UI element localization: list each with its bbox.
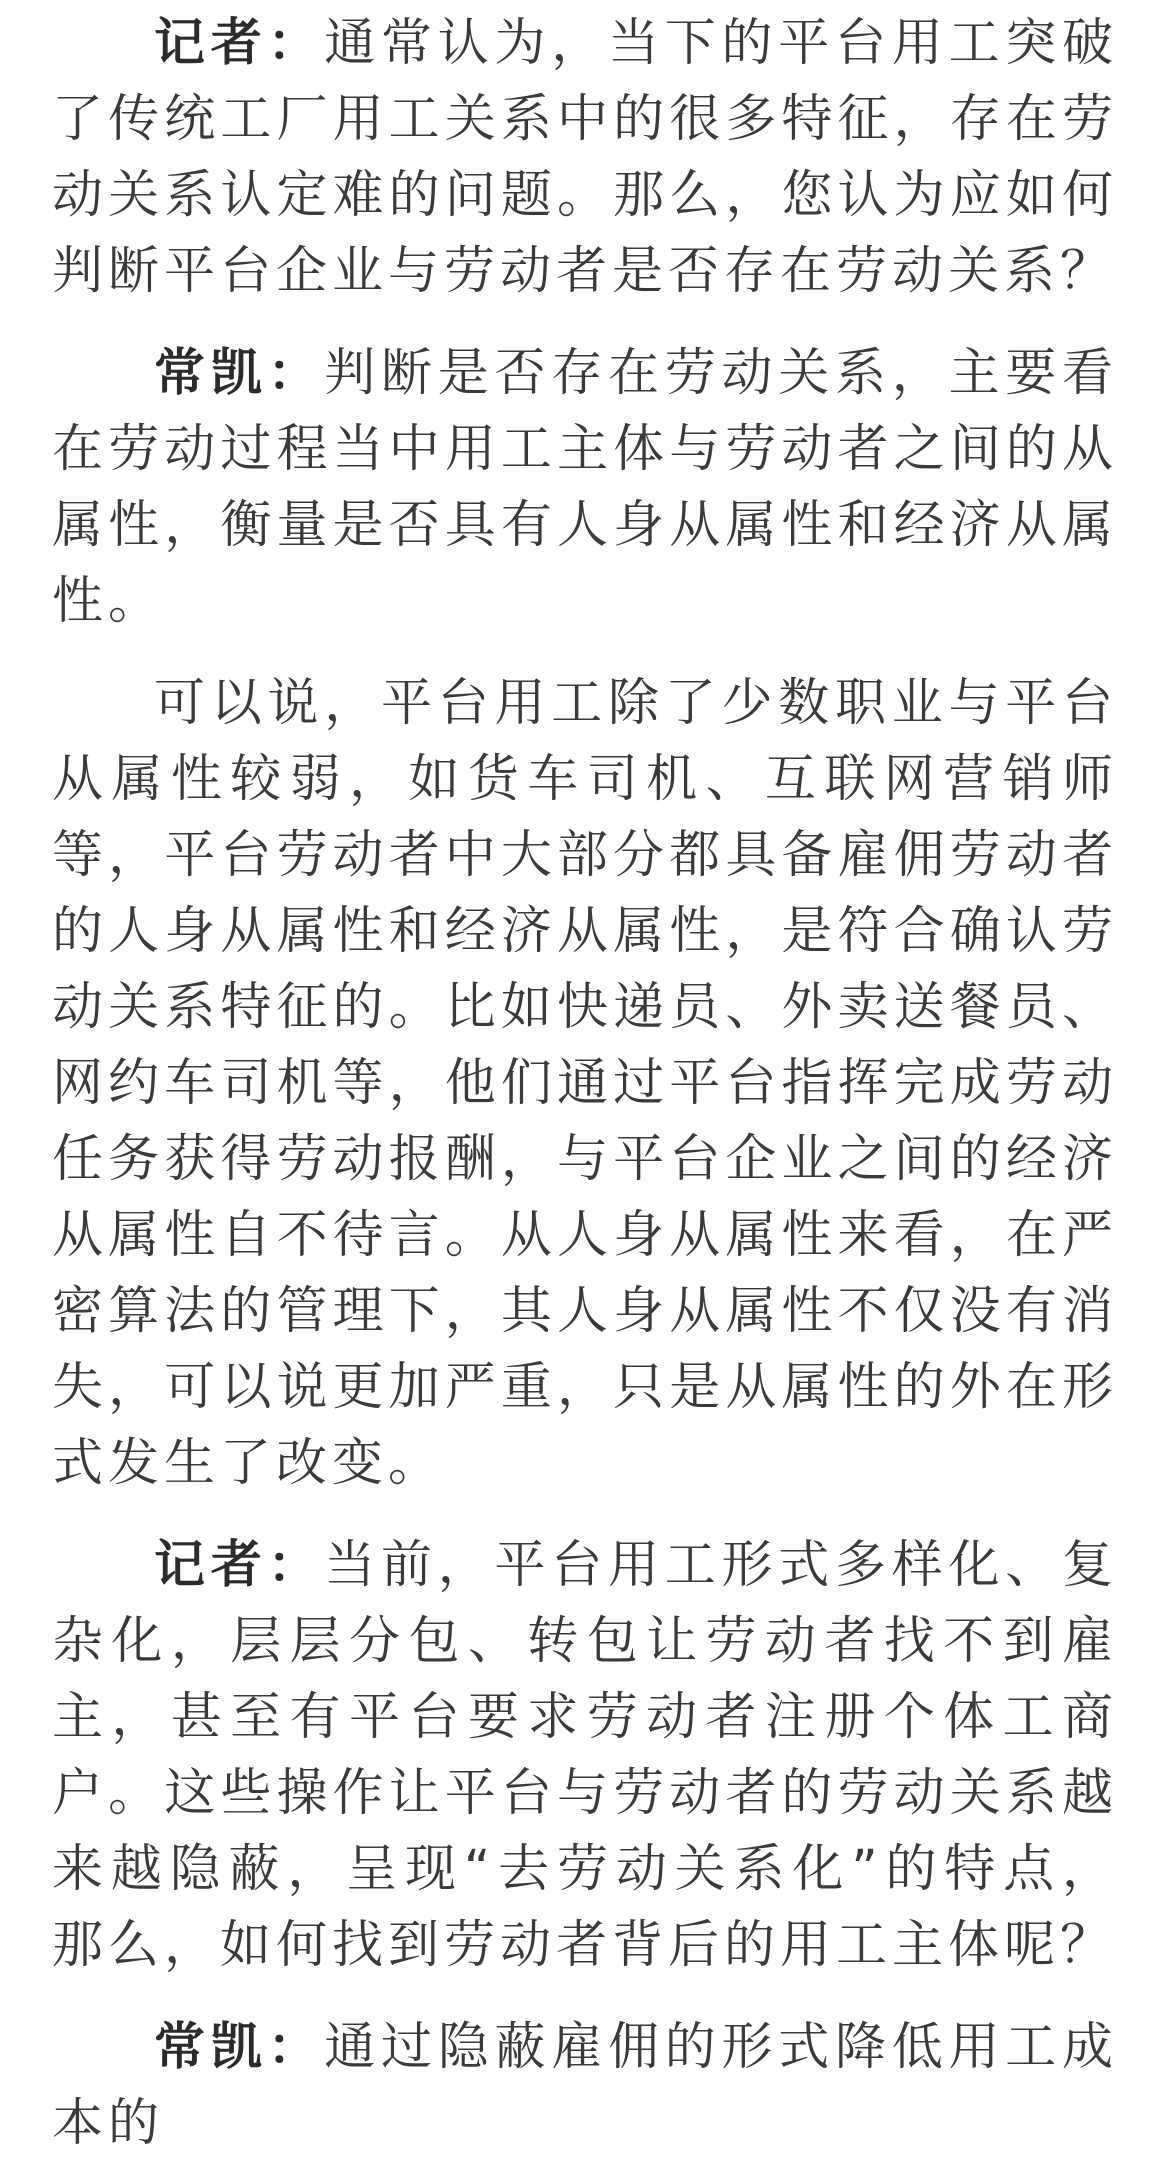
paragraph-answer-continued bbox=[52, 666, 1118, 1502]
paragraph-text: 当前，平台用工形式多样化、复杂化，层层分包、转包让劳动者找不到雇主，甚至有平台要求劳动者注册个体工商户。这些操作让平台与劳动者的劳动关系越来越隐蔽，呈现“去劳动关系化”的特点，那么，如何找到劳动者背后的用工主体呢？ bbox=[52, 1536, 1118, 1975]
speaker-label: 记者： bbox=[154, 14, 325, 73]
paragraph-reporter-question-2 bbox=[52, 1528, 1118, 1984]
paragraph-changkai-answer-2 bbox=[52, 2010, 1118, 2162]
paragraph-text: 通常认为，当下的平台用工突破了传统工厂用工关系中的很多特征，存在劳动关系认定难的问题。那么，您认为应如何判断平台企业与劳动者是否存在劳动关系？ bbox=[52, 14, 1118, 301]
paragraph-text: 判断是否存在劳动关系，主要看在劳动过程当中用工主体与劳动者之间的从属性，衡量是否具有人身从属性和经济从属性。 bbox=[52, 344, 1118, 631]
paragraph-text: 通过隐蔽雇佣的形式降低用工成本的 bbox=[52, 2018, 1118, 2153]
paragraph-text: 可以说，平台用工除了少数职业与平台从属性较弱，如货车司机、互联网营销师等，平台劳动者中大部分都具备雇佣劳动者的人身从属性和经济从属性，是符合确认劳动关系特征的。比如快递员、外卖送餐员、网约车司机等，他们通过平台指挥完成劳动任务获得劳动报酬，与平台企业之间的经济从属性自不待言。从人身从属性来看，在严密算法的管理下，其人身从属性不仅没有消失，可以说更加严重，只是从属性的外在形式发生了改变。 bbox=[52, 674, 1118, 1493]
speaker-label: 常凯： bbox=[154, 2018, 325, 2077]
speaker-label: 常凯： bbox=[154, 344, 325, 403]
paragraph-changkai-answer-1 bbox=[52, 336, 1118, 640]
speaker-label: 记者： bbox=[154, 1536, 325, 1595]
paragraph-reporter-question-1 bbox=[52, 6, 1118, 310]
